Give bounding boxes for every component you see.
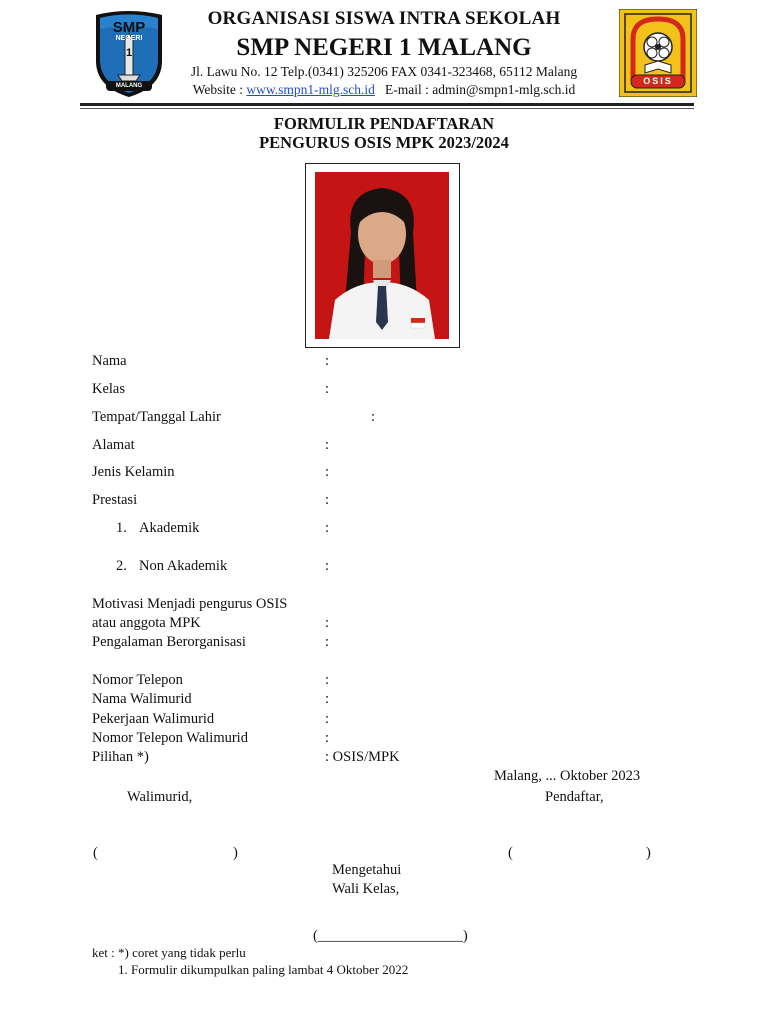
colon-non-akademik: : <box>325 558 330 574</box>
label-pendaftar: Pendaftar, <box>545 789 604 805</box>
pendaftar-sign-close: ) <box>646 845 651 861</box>
label-prestasi: Prestasi <box>92 492 138 508</box>
walimurid-sign-close: ) <box>233 845 238 861</box>
colon-akademik: : <box>325 520 330 536</box>
header-divider-thick <box>80 103 694 106</box>
school-name: SMP NEGERI 1 MALANG <box>236 34 532 61</box>
logo-text-malang: MALANG <box>115 83 143 89</box>
note-deadline: 1. Formulir dikumpulkan paling lambat 4 Oktober 2022 <box>118 962 409 977</box>
org-name: ORGANISASI SISWA INTRA SEKOLAH <box>207 8 561 29</box>
label-motivasi-line2: atau anggota MPK <box>92 615 201 631</box>
place-date: Malang, ... Oktober 2023 <box>494 768 641 784</box>
colon-pekerjaan-walimurid: : <box>325 711 330 727</box>
label-telepon: Nomor Telepon <box>92 672 183 688</box>
website-link[interactable]: www.smpn1-mlg.sch.id <box>246 82 375 97</box>
label-mengetahui: Mengetahui <box>332 862 402 878</box>
osis-logo <box>619 9 697 97</box>
logo-text-negeri: NEGERI <box>115 35 143 42</box>
pilihan-value: : OSIS/MPK <box>325 749 400 765</box>
colon-jenis-kelamin: : <box>325 464 330 480</box>
wali-kelas-signature-line: (____________________) <box>313 928 468 944</box>
label-jenis-kelamin: Jenis Kelamin <box>92 464 175 480</box>
header-divider-thin <box>80 108 694 109</box>
label-kelas: Kelas <box>92 381 126 397</box>
colon-nama: : <box>325 353 330 369</box>
logo-text-1: 1 <box>125 47 133 59</box>
colon-telepon-walimurid: : <box>325 730 330 746</box>
school-address: Jl. Lawu No. 12 Telp.(0341) 325206 FAX 0341-323468, 65112 Malang <box>190 64 578 79</box>
colon-nama-walimurid: : <box>325 691 330 707</box>
label-ttl: Tempat/Tanggal Lahir <box>92 409 221 425</box>
label-pilihan: Pilihan *) <box>92 749 149 765</box>
colon-telepon: : <box>325 672 330 688</box>
form-title-line1: FORMULIR PENDAFTARAN <box>273 114 495 133</box>
label-alamat: Alamat <box>92 437 135 453</box>
label-non-akademik: Non Akademik <box>139 558 228 574</box>
colon-prestasi: : <box>325 492 330 508</box>
colon-kelas: : <box>325 381 330 397</box>
label-walimurid: Walimurid, <box>127 789 193 805</box>
colon-alamat: : <box>325 437 330 453</box>
colon-ttl: : <box>371 409 376 425</box>
school-logo <box>92 9 166 100</box>
note-ket: ket : *) coret yang tidak perlu <box>92 945 246 960</box>
label-akademik: Akademik <box>139 520 200 536</box>
website-label: Website : <box>192 82 244 97</box>
label-wali-kelas: Wali Kelas, <box>332 881 400 897</box>
form-title-line2: PENGURUS OSIS MPK 2023/2024 <box>259 133 509 152</box>
label-pengalaman: Pengalaman Berorganisasi <box>92 634 246 650</box>
contact-line <box>170 82 598 98</box>
label-nama-walimurid: Nama Walimurid <box>92 691 192 707</box>
email-text: E-mail : admin@smpn1-mlg.sch.id <box>385 82 576 97</box>
pendaftar-sign-open: ( <box>508 845 513 861</box>
label-motivasi-line1: Motivasi Menjadi pengurus OSIS <box>92 596 288 612</box>
label-pekerjaan-walimurid: Pekerjaan Walimurid <box>92 711 215 727</box>
applicant-photo-frame <box>305 163 460 348</box>
logo-text-smp: SMP <box>112 19 146 36</box>
label-nama: Nama <box>92 353 127 369</box>
walimurid-sign-open: ( <box>93 845 98 861</box>
akademik-number: 1. <box>116 520 127 536</box>
colon-motivasi: : <box>325 615 330 631</box>
colon-pengalaman: : <box>325 634 330 650</box>
non-akademik-number: 2. <box>116 558 127 574</box>
applicant-photo <box>315 172 449 339</box>
osis-logo-text: OSIS <box>643 76 673 86</box>
label-telepon-walimurid: Nomor Telepon Walimurid <box>92 730 248 746</box>
